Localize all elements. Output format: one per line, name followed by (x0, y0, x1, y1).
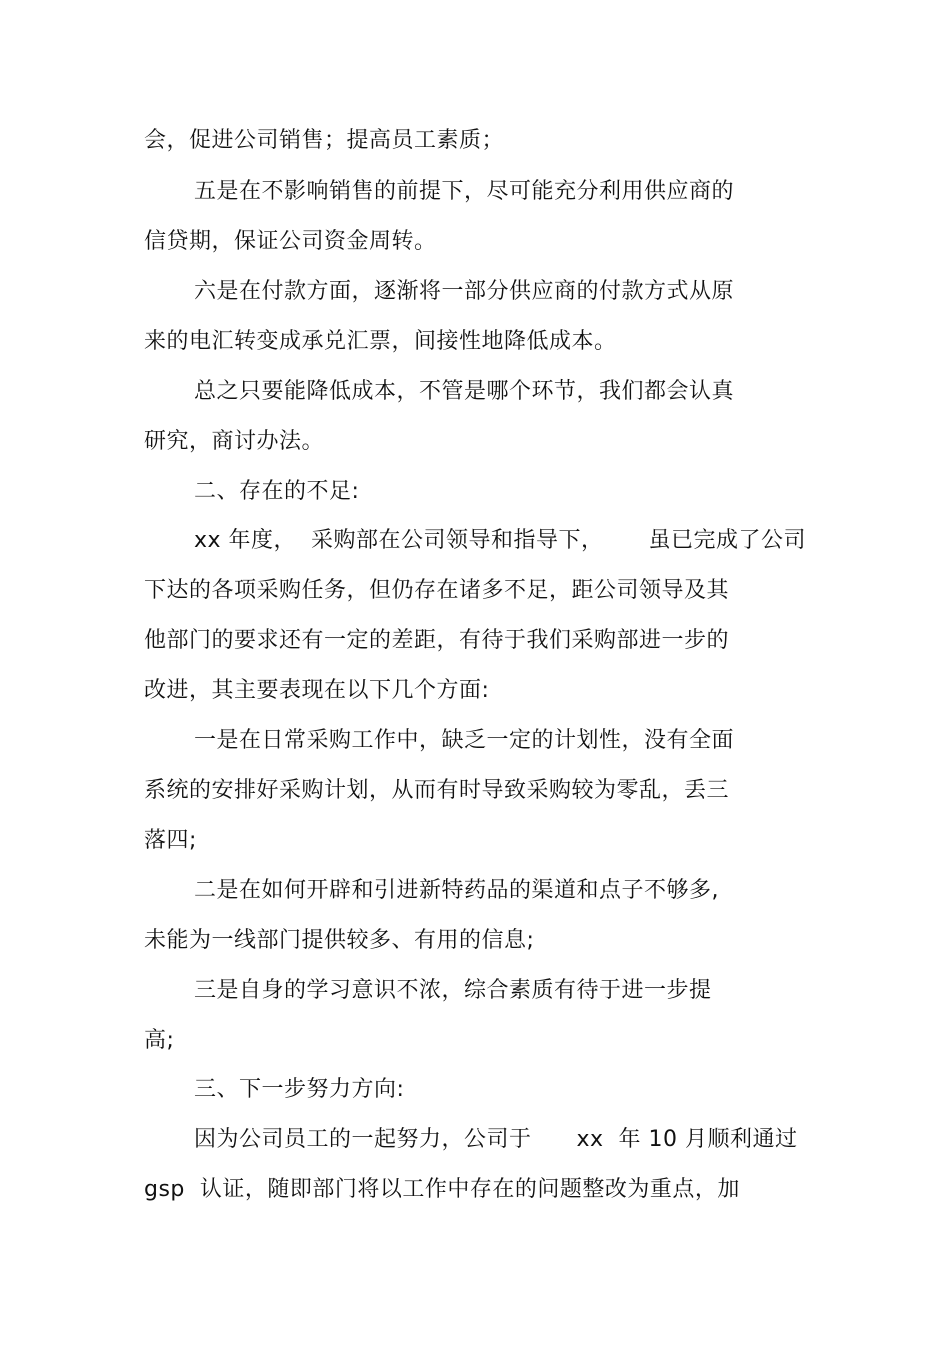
text-line: 因为公司员工的一起努力，公司于 xx 年 10 月顺利通过 (194, 1127, 798, 1152)
text-line: 三是自身的学习意识不浓，综合素质有待于进一步提 (194, 978, 712, 1003)
text-line: 来的电汇转变成承兑汇票，间接性地降低成本。 (144, 329, 617, 354)
text-line: 他部门的要求还有一定的差距，有待于我们采购部进一步的 (144, 628, 730, 653)
text-line: 未能为一线部门提供较多、有用的信息; (144, 928, 535, 953)
text-line: 下达的各项采购任务，但仍存在诸多不足，距公司领导及其 (144, 578, 730, 603)
text-line: 落四; (144, 828, 197, 853)
section-heading: 二、存在的不足: (194, 479, 360, 504)
text-line: 六是在付款方面，逐渐将一部分供应商的付款方式从原 (194, 279, 735, 304)
section-heading: 三、下一步努力方向: (194, 1077, 405, 1102)
text-line: 信贷期，保证公司资金周转。 (144, 229, 437, 254)
text-line: 五是在不影响销售的前提下，尽可能充分利用供应商的 (194, 179, 735, 204)
text-line: 二是在如何开辟和引进新特药品的渠道和点子不够多, (194, 878, 719, 903)
text-line: 总之只要能降低成本，不管是哪个环节，我们都会认真 (194, 379, 735, 404)
text-line: 系统的安排好采购计划，从而有时导致采购较为零乱，丢三 (144, 778, 730, 803)
text-line: 会，促进公司销售；提高员工素质； (144, 128, 505, 153)
text-line: gsp 认证，随即部门将以工作中存在的问题整改为重点，加 (144, 1177, 740, 1202)
text-line: 高; (144, 1028, 175, 1053)
text-line: 研究，商讨办法。 (144, 429, 325, 454)
text-line: 改进，其主要表现在以下几个方面: (144, 678, 490, 703)
text-line: 一是在日常采购工作中，缺乏一定的计划性，没有全面 (194, 728, 735, 753)
text-line: xx 年度， 采购部在公司领导和指导下， 虽已完成了公司 (194, 528, 806, 553)
